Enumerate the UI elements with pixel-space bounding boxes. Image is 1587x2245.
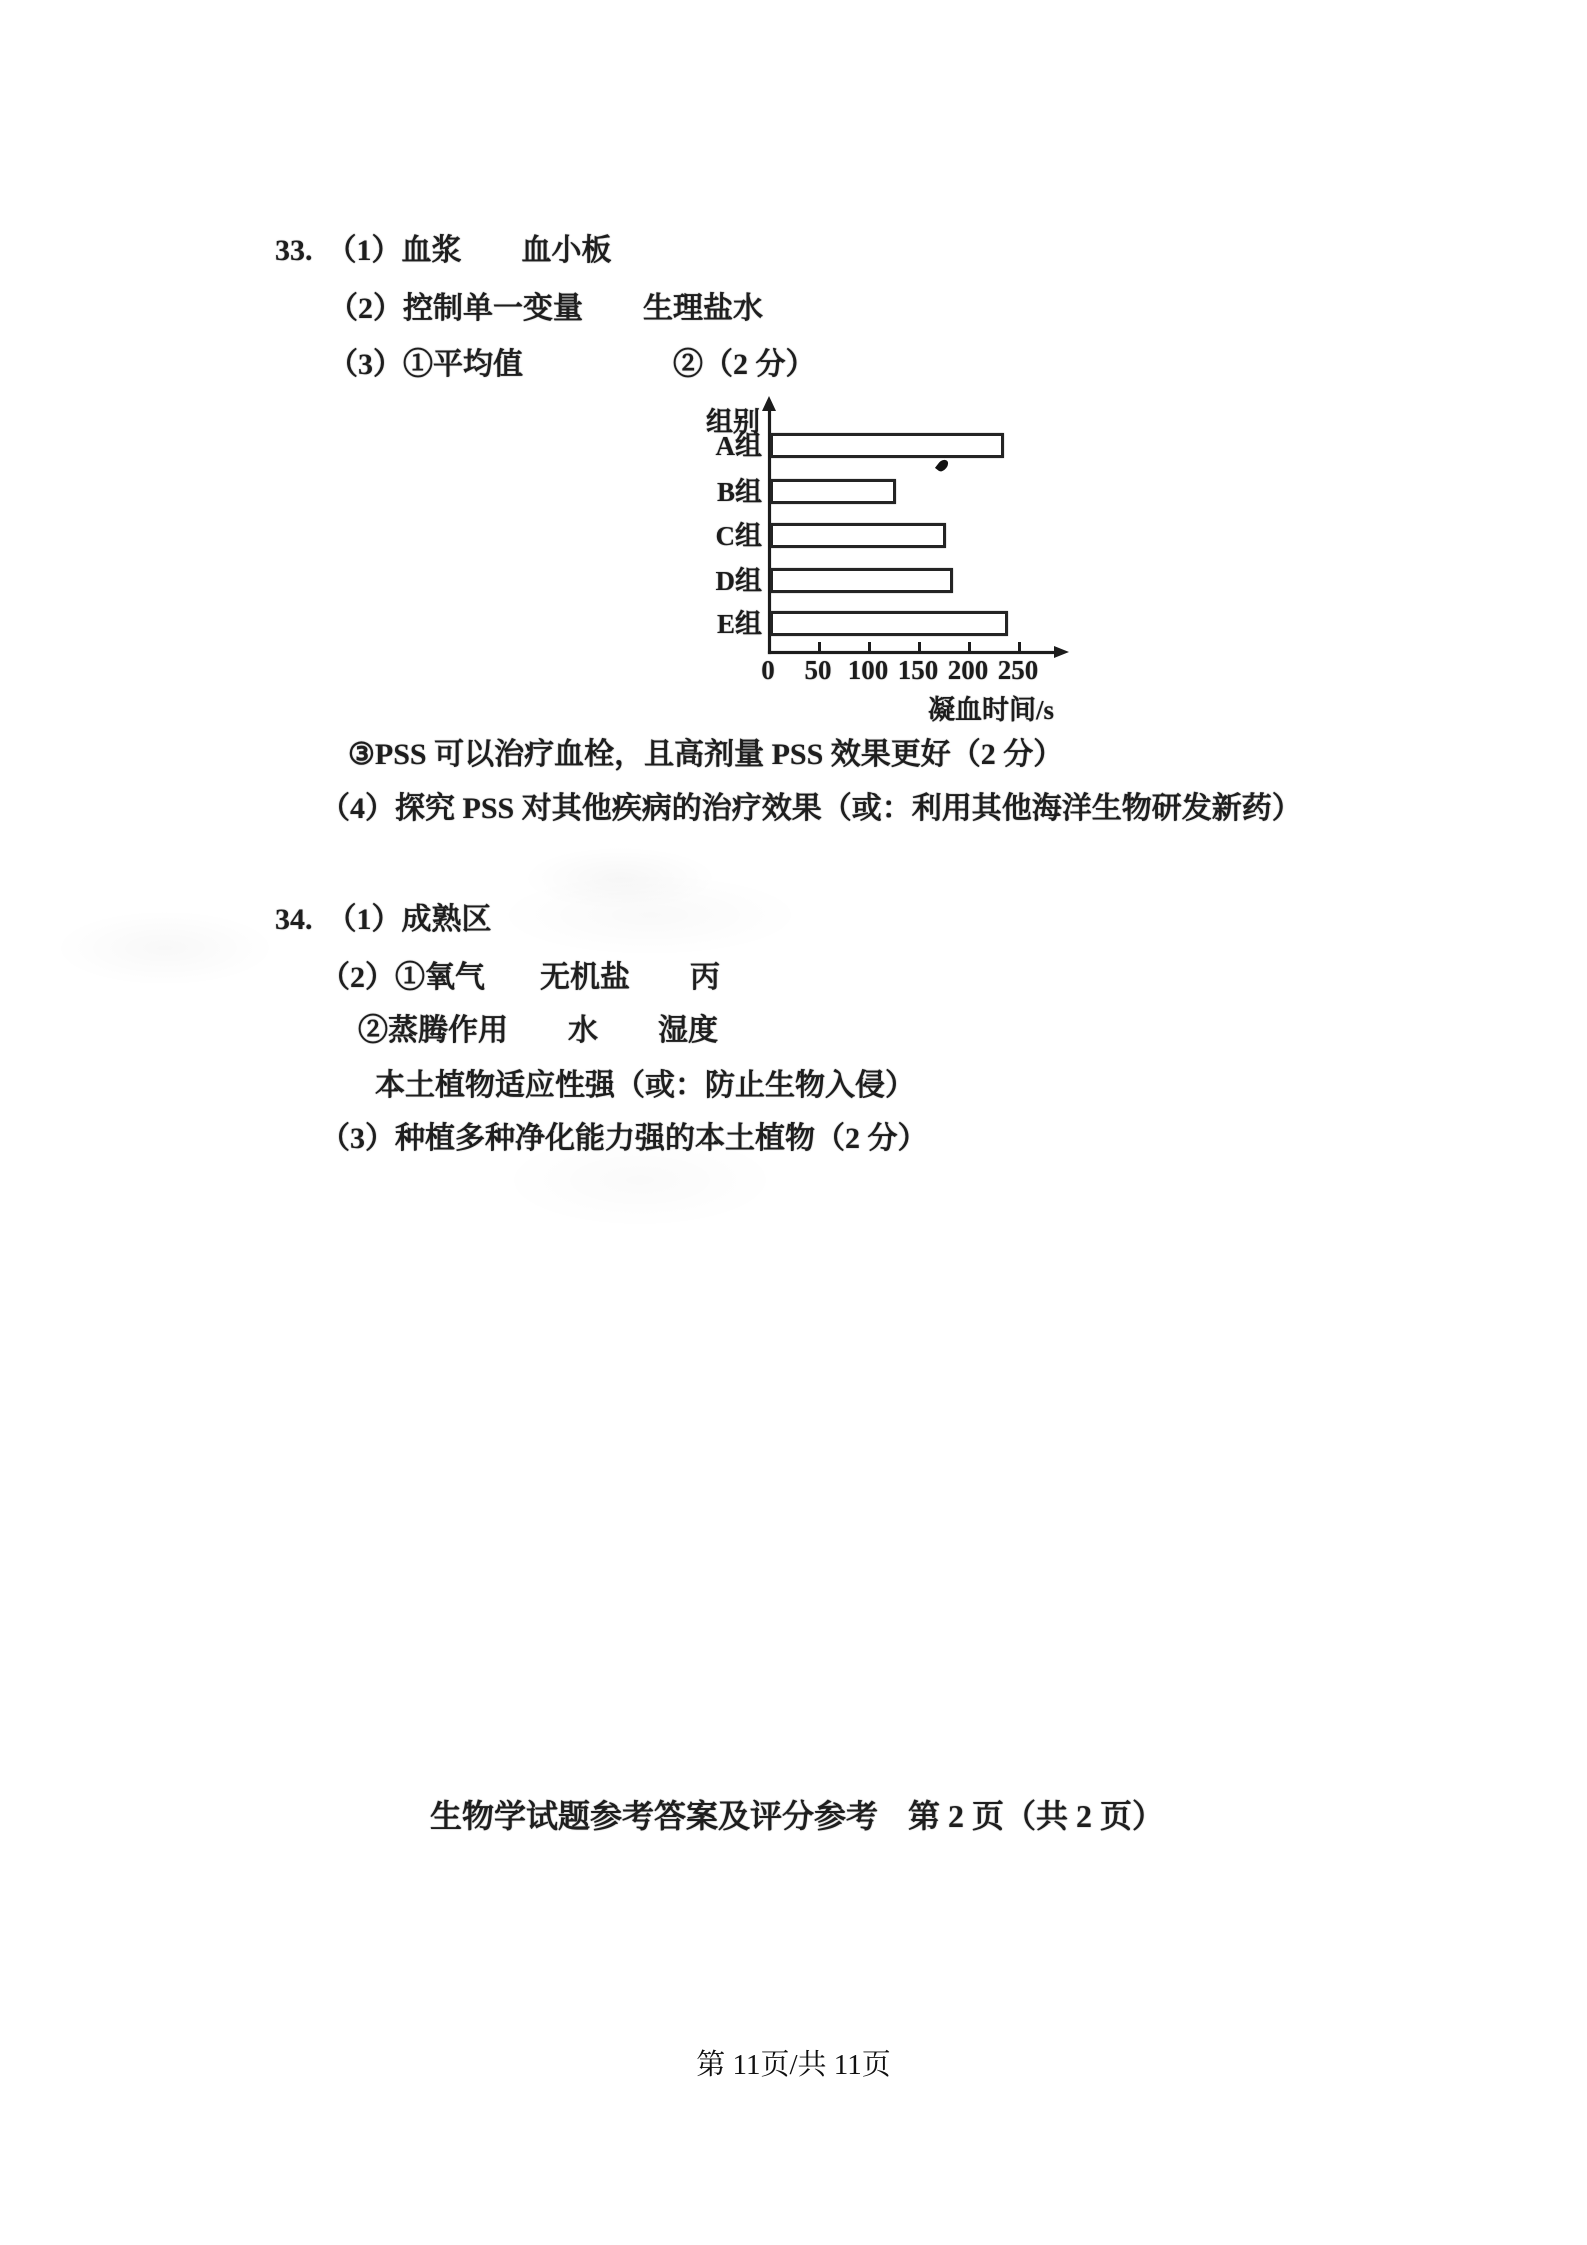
x-tick [968, 642, 971, 651]
bar-label: B组 [716, 477, 762, 507]
x-tick-label: 100 [847, 655, 889, 685]
q33-number: 33. [275, 234, 313, 267]
y-axis-title: 组别 [706, 407, 760, 437]
q34-line-5 [320, 1122, 928, 1157]
q33-answer-3a: （3）①平均值 [328, 348, 523, 381]
bar [770, 568, 953, 593]
footer-doc-title: 生物学试题参考答案及评分参考 [430, 1798, 879, 1834]
coagulation-time-bar-chart [660, 398, 1100, 728]
q33-answer-1a: （1）血浆 [326, 234, 462, 267]
x-axis-arrow-icon [1054, 646, 1069, 658]
q33-answer-2a: （2）控制单一变量 [328, 292, 583, 325]
bar-label: A组 [715, 431, 762, 461]
q33-answer-3b: ②（2 分） [673, 348, 816, 381]
x-tick [1018, 642, 1021, 651]
q34-line-4 [375, 1069, 915, 1104]
q34-answer-5: （3）种植多种净化能力强的本土植物（2 分） [320, 1122, 928, 1155]
q34-line-1 [275, 903, 492, 938]
q34-answer-2b: 无机盐 [540, 961, 630, 994]
x-axis [768, 651, 1056, 654]
x-axis-title: 凝血时间/s [927, 695, 1054, 725]
q33-line-2 [328, 292, 763, 327]
q33-answer-5: （4）探究 PSS 对其他疾病的治疗效果（或：利用其他海洋生物研发新药） [320, 792, 1302, 825]
bar [770, 611, 1008, 636]
q34-line-2 [320, 961, 720, 996]
q34-answer-3b: 水 [568, 1014, 598, 1047]
x-tick-label: 250 [997, 655, 1039, 685]
q34-answer-3a: ②蒸腾作用 [358, 1014, 508, 1047]
q34-line-3 [358, 1014, 718, 1049]
x-tick-label: 150 [897, 655, 939, 685]
q33-answer-1b: 血小板 [521, 234, 612, 267]
document-footer [430, 1798, 1164, 1835]
q34-answer-4: 本土植物适应性强（或：防止生物入侵） [375, 1069, 915, 1102]
bar-label: D组 [715, 566, 762, 596]
ink-smudge-mark [935, 458, 950, 474]
q34-answer-3c: 湿度 [658, 1014, 718, 1047]
x-tick [918, 642, 921, 651]
bar [770, 433, 1004, 458]
q33-line-3 [328, 348, 816, 383]
bar-label: E组 [716, 609, 762, 639]
x-tick-label: 50 [804, 655, 832, 685]
x-tick-label: 0 [761, 655, 775, 685]
bar [770, 523, 946, 548]
q34-answer-2a: （2）①氧气 [320, 961, 485, 994]
pdf-page-indicator: 第 11页/共 11页 [696, 2049, 891, 2081]
footer-page-info: 第 2 页（共 2 页） [908, 1798, 1165, 1834]
x-tick [868, 642, 871, 651]
q33-line-1 [275, 234, 612, 269]
q34-answer-2c: 丙 [690, 961, 720, 994]
bar-label: C组 [715, 521, 762, 551]
q33-answer-2b: 生理盐水 [643, 292, 763, 325]
x-tick [818, 642, 821, 651]
q33-line-5 [320, 792, 1302, 827]
bar [770, 479, 896, 504]
q33-line-4 [348, 738, 1063, 773]
q34-number: 34. [275, 903, 313, 936]
q33-answer-4: ③PSS 可以治疗血栓，且高剂量 PSS 效果更好（2 分） [348, 738, 1064, 771]
x-tick-label: 200 [947, 655, 989, 685]
q34-answer-1: （1）成熟区 [326, 903, 492, 936]
